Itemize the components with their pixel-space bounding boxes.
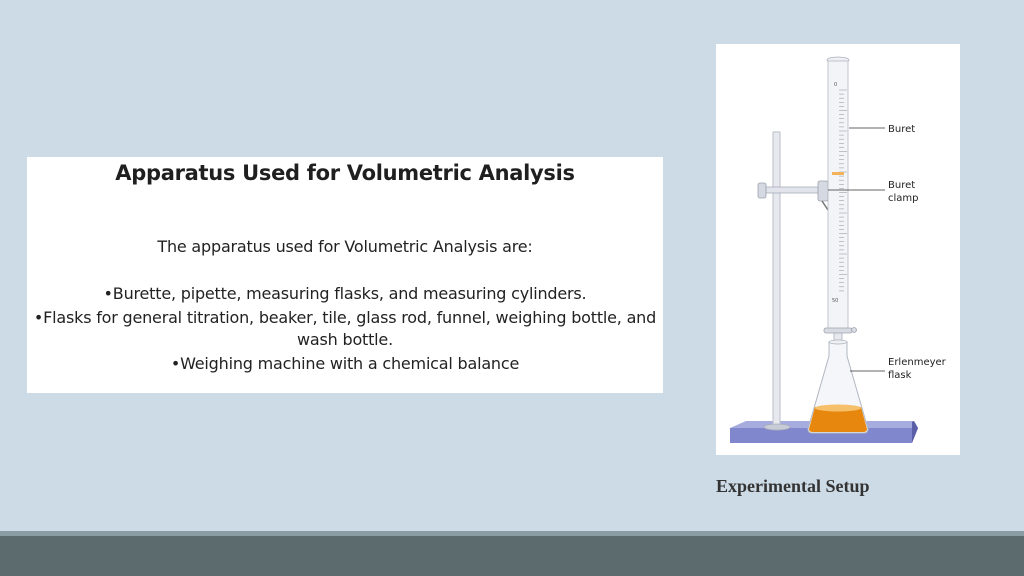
label-buret: Buret	[888, 124, 916, 135]
footer-bar	[0, 536, 1024, 576]
titration-diagram	[716, 44, 960, 455]
stand-rod	[764, 132, 790, 430]
apparatus-list	[27, 283, 663, 377]
card-intro: The apparatus used for Volumetric Analysis are:	[157, 237, 533, 256]
titration-diagram-svg	[716, 44, 960, 455]
list-item: • Weighing machine with a chemical balance	[27, 353, 663, 375]
list-item: • Burette, pipette, measuring flasks, and measuring cylinders.	[27, 283, 663, 305]
label-buret-clamp-line2: clamp	[888, 193, 919, 204]
scale-label-bottom: 50	[832, 298, 839, 304]
scale-label-top: 0	[834, 82, 838, 88]
buret	[824, 57, 857, 362]
label-flask-line1: Erlenmeyer	[888, 357, 946, 368]
label-flask-line2: flask	[888, 370, 912, 381]
erlenmeyer-flask	[808, 340, 868, 433]
card-title: Apparatus Used for Volumetric Analysis	[115, 161, 575, 185]
buret-clamp	[758, 181, 828, 210]
text-card	[27, 157, 663, 393]
list-item: • Flasks for general titration, beaker, tile, glass rod, funnel, weighing bottle, and wash bottle.	[27, 307, 663, 351]
label-buret-clamp-line1: Buret	[888, 180, 916, 191]
figure-caption: Experimental Setup	[716, 476, 870, 496]
